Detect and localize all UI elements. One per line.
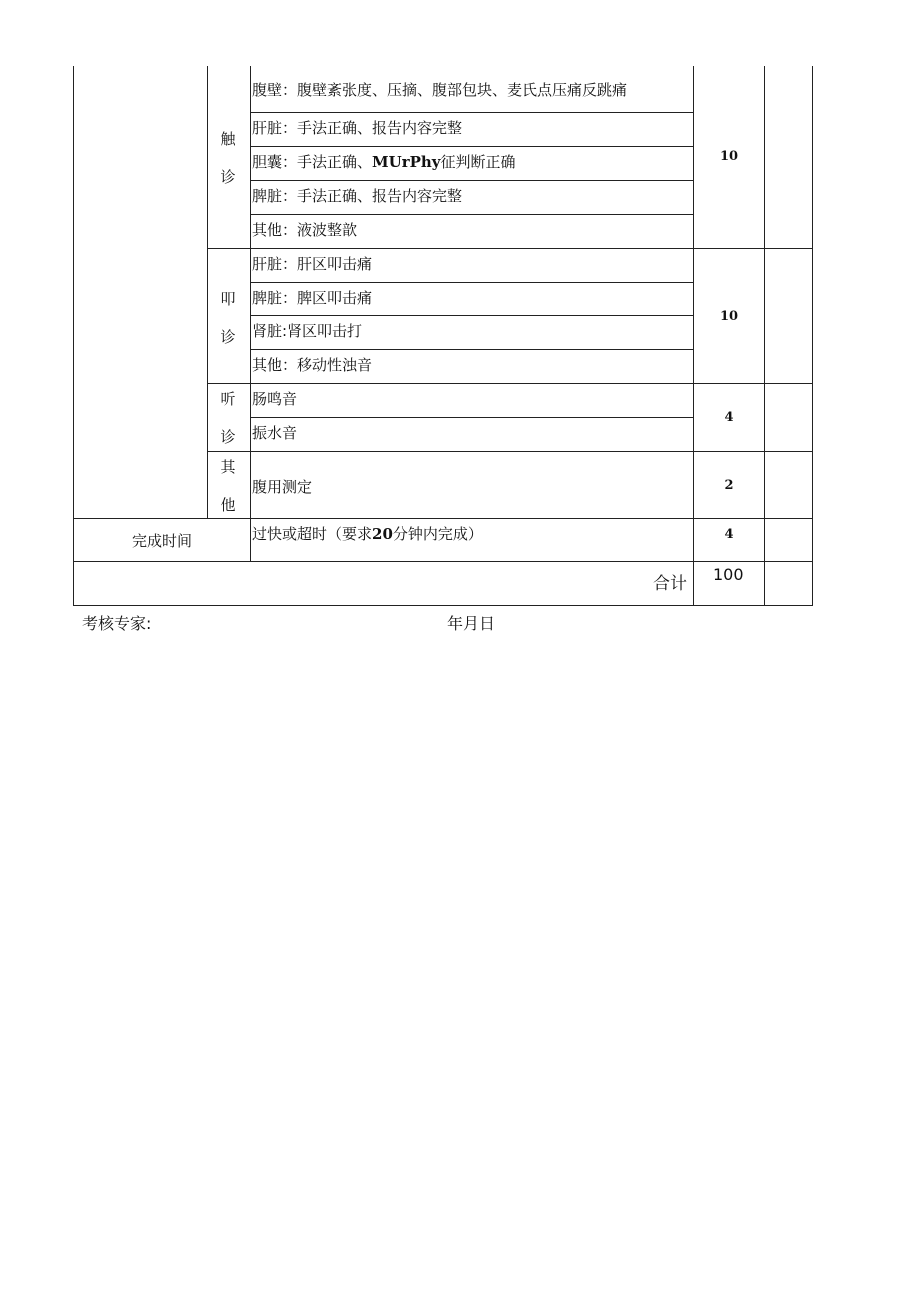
items-column-left-border xyxy=(250,66,251,562)
section-divider xyxy=(207,451,813,452)
category-char: 诊 xyxy=(220,328,236,346)
item-text: 振水音 xyxy=(252,424,298,442)
score-value: 10 xyxy=(719,309,739,324)
item-text-part: 征判断正确 xyxy=(440,153,516,171)
score-value: 2 xyxy=(724,478,734,493)
table-border-right xyxy=(812,66,813,606)
item-text: 肠鸣音 xyxy=(252,390,298,408)
category-char: 诊 xyxy=(220,428,236,446)
score-value: 4 xyxy=(724,527,734,542)
item-text: 肾脏:肾区叩击打 xyxy=(252,322,363,340)
section-divider xyxy=(207,383,813,384)
completion-text-part: 过快或超时（要求 xyxy=(252,525,373,543)
total-label: 合计 xyxy=(653,574,687,594)
category-char: 叩 xyxy=(220,290,236,308)
row-divider xyxy=(250,214,694,215)
examiner-label: 考核专家: xyxy=(82,614,152,633)
section-divider xyxy=(73,518,813,519)
category-char: 诊 xyxy=(220,168,236,186)
category-char: 其 xyxy=(220,458,236,476)
item-text: 腹用测定 xyxy=(252,478,313,496)
completion-minutes: 20 xyxy=(372,525,393,543)
section-divider xyxy=(207,248,813,249)
item-text: 其他：移动性浊音 xyxy=(252,356,373,374)
item-text: 肝脏：手法正确、报告内容完整 xyxy=(252,119,463,137)
item-text: 肝脏：肝区叩击痛 xyxy=(252,255,373,273)
row-divider xyxy=(250,282,694,283)
actual-score-column-left-border xyxy=(764,66,765,606)
table-border-left xyxy=(73,66,74,606)
row-divider xyxy=(250,180,694,181)
item-text: 其他：液波整歆 xyxy=(252,221,358,239)
category-char: 他 xyxy=(220,496,236,514)
murphy-sign-term: MUrPhy xyxy=(372,153,441,171)
date-label: 年月日 xyxy=(447,614,496,633)
item-text: 脾脏：手法正确、报告内容完整 xyxy=(252,187,463,205)
section-divider xyxy=(73,561,813,562)
score-value: 4 xyxy=(724,410,734,425)
completion-time-label: 完成时间 xyxy=(132,532,193,550)
row-divider xyxy=(250,112,694,113)
row-divider xyxy=(250,417,694,418)
row-divider xyxy=(250,146,694,147)
item-text-part: 胆囊：手法正确、 xyxy=(252,153,373,171)
item-text: 腹壁：腹壁紊张度、压摘、腹部包块、麦氏点压痛反跳痛 xyxy=(252,81,628,99)
item-text xyxy=(252,153,516,171)
completion-time-text xyxy=(252,525,483,543)
table-border-bottom xyxy=(73,605,813,606)
total-score: 100 xyxy=(713,565,744,584)
category-char: 触 xyxy=(220,130,236,148)
row-divider xyxy=(250,315,694,316)
score-value: 10 xyxy=(719,149,739,164)
item-text: 脾脏：脾区叩击痛 xyxy=(252,289,373,307)
score-column-left-border xyxy=(693,66,694,606)
completion-text-part: 分钟内完成） xyxy=(392,525,483,543)
row-divider xyxy=(250,349,694,350)
category-char: 听 xyxy=(220,390,236,408)
